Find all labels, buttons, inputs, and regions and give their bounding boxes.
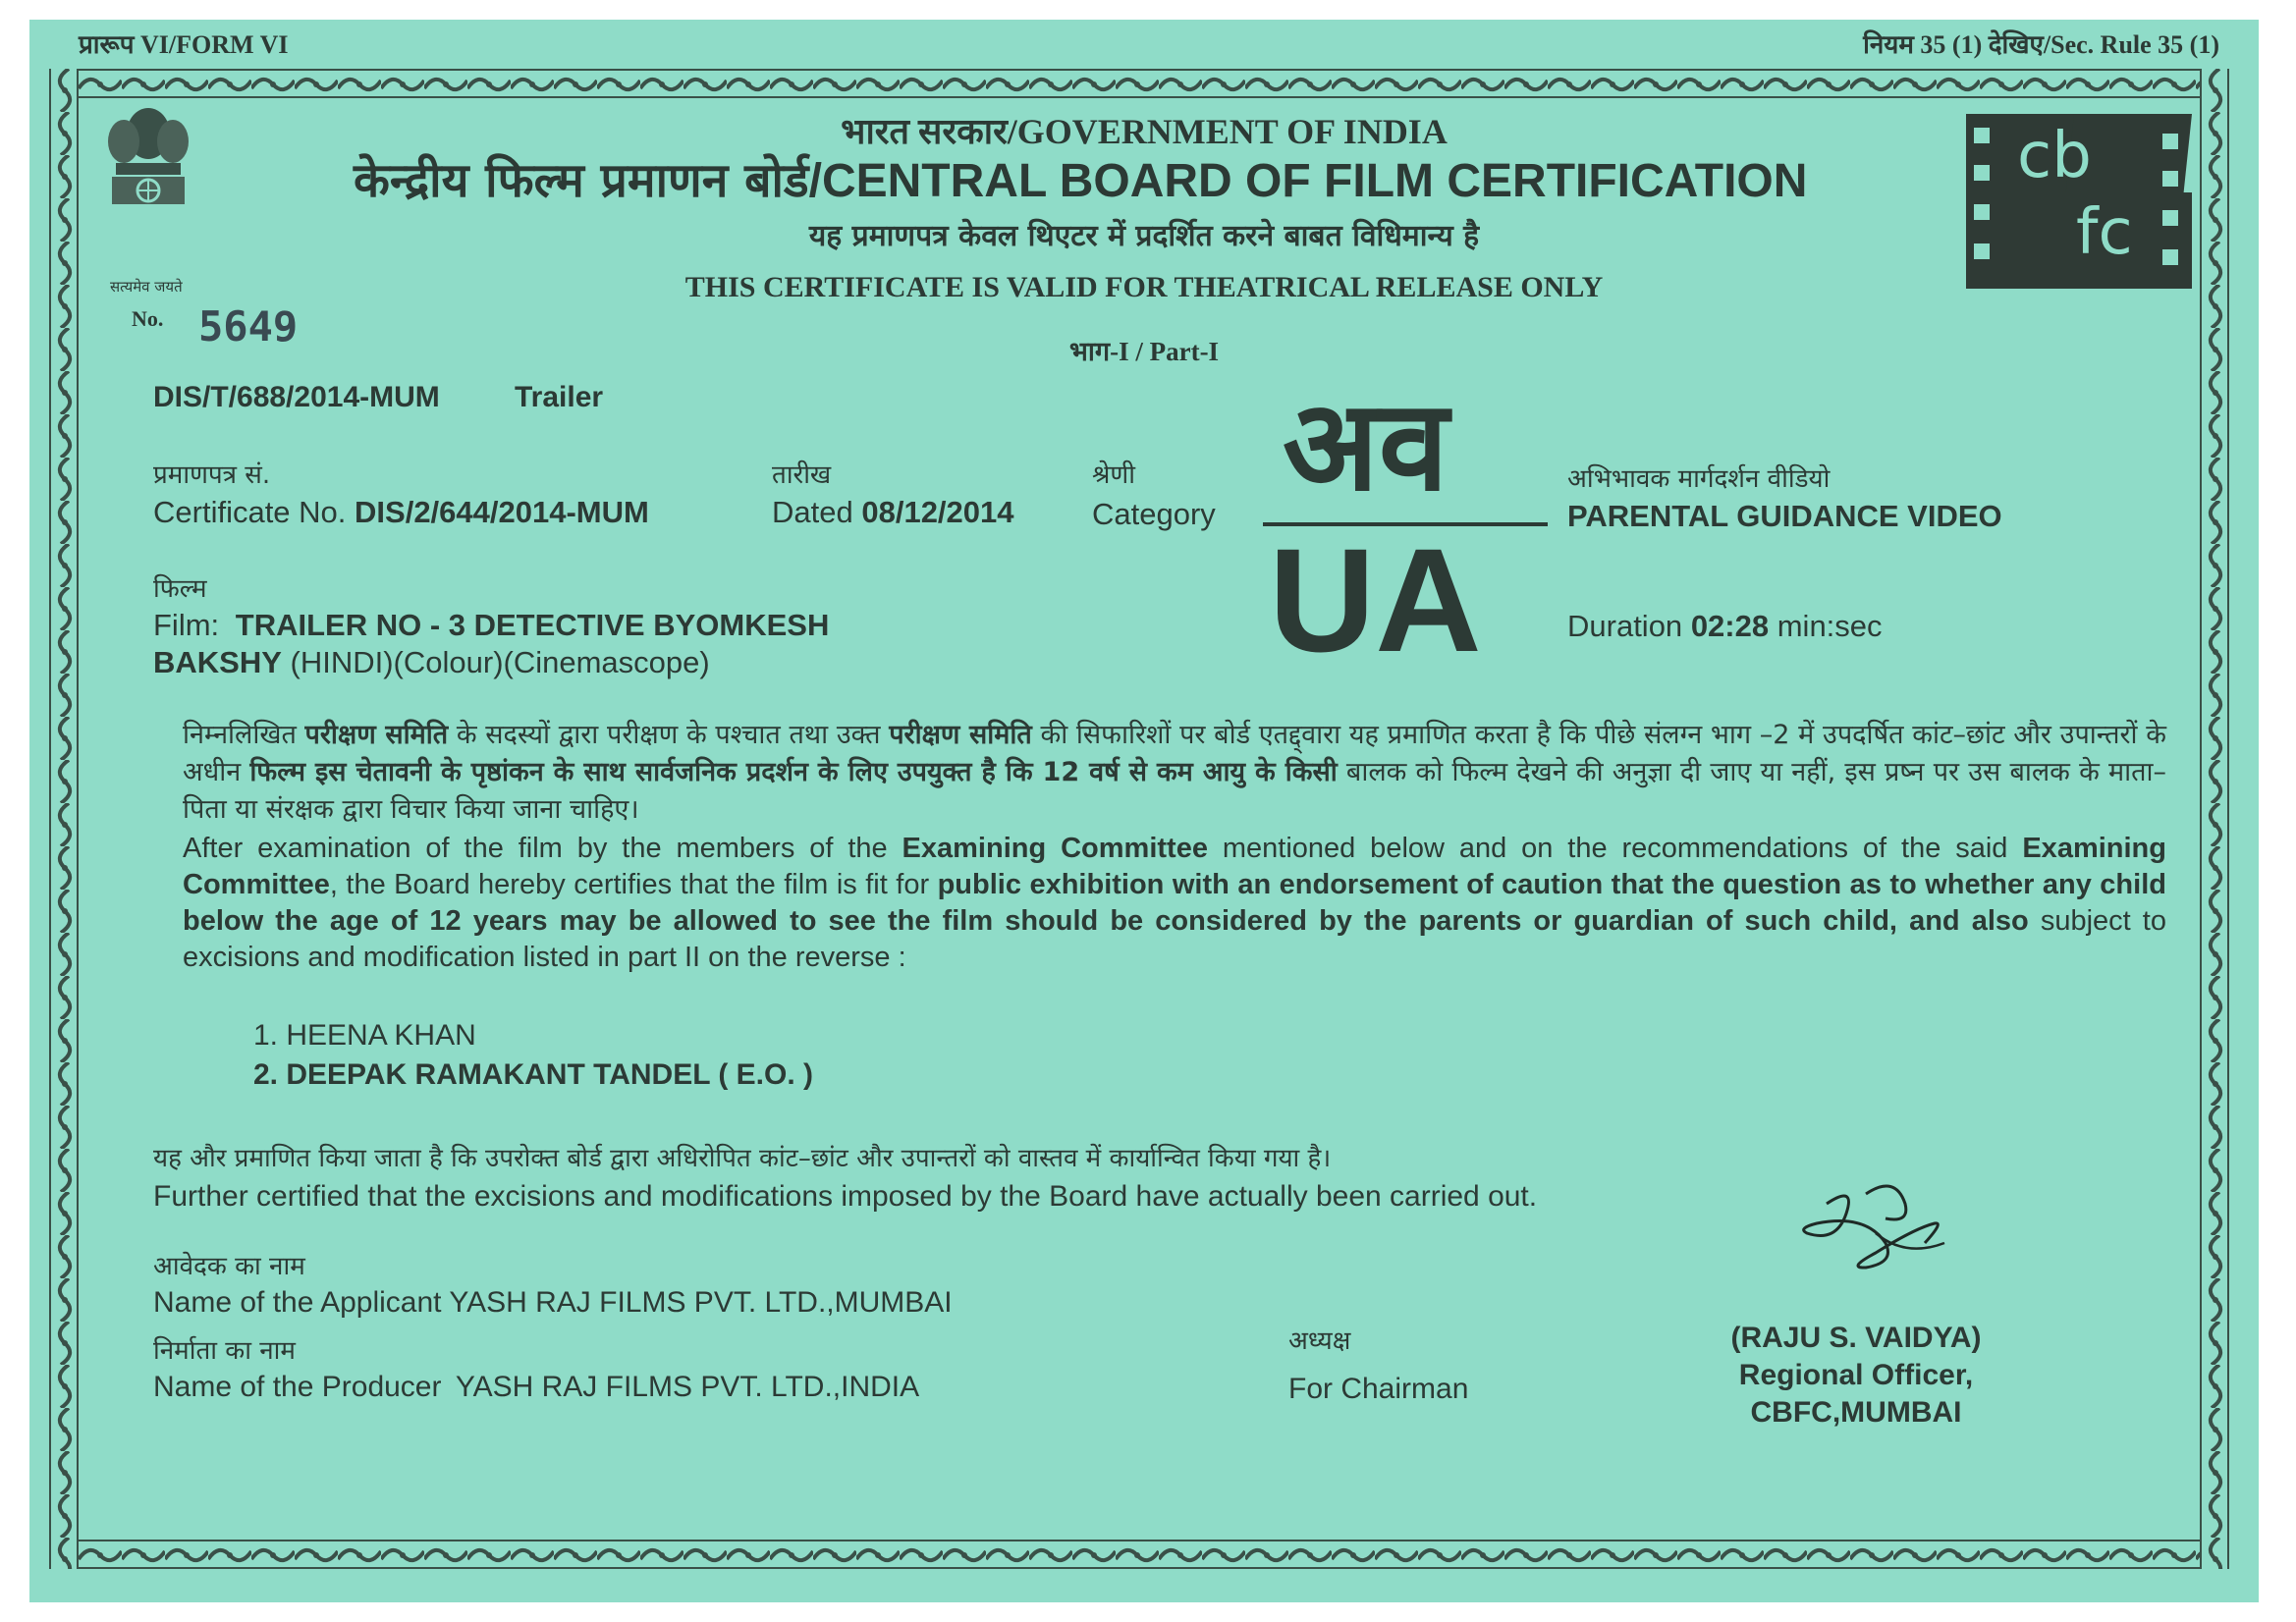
signature-icon: [1787, 1174, 1964, 1292]
board-title-english: /CENTRAL BOARD OF FILM CERTIFICATION: [808, 155, 1808, 207]
duration-value: 02:28: [1690, 609, 1770, 643]
certificate-no-label: Certificate No.: [153, 495, 347, 529]
certificate-date: [772, 495, 1014, 530]
applicant-value: YASH RAJ FILMS PVT. LTD.,MUMBAI: [449, 1286, 953, 1319]
validity-hindi: यह प्रमाणपत्र केवल थिएटर में प्रदर्शित करने बाबत विधिमान्य है: [808, 219, 1480, 253]
reference-code: DIS/T/688/2014-MUM: [153, 381, 440, 413]
body-hindi-2: परीक्षण समिति: [304, 720, 449, 750]
film-label: Film:: [153, 608, 220, 642]
film-title-line2-bold: BAKSHY: [153, 645, 282, 679]
duration: [1567, 609, 1883, 644]
applicant: [153, 1286, 953, 1320]
film-hindi: फिल्म: [153, 574, 207, 604]
body-hindi-4: परीक्षण समिति: [889, 720, 1032, 750]
further-english: Further certified that the excisions and modifications imposed by the Board have actually been carried out.: [153, 1180, 1538, 1213]
film-title-line2-rest: (HINDI)(Colour)(Cinemascope): [281, 645, 710, 679]
date-value: 08/12/2014: [861, 495, 1014, 529]
cbfc-logo: [1966, 114, 2192, 289]
cbfc-logo-bottom: fc: [2076, 196, 2133, 269]
officer-office: CBFC,MUMBAI: [1750, 1396, 1962, 1429]
officer-name: (RAJU S. VAIDYA): [1730, 1322, 1982, 1354]
body-hindi: [183, 717, 2166, 829]
serial-number: 5649: [198, 302, 299, 351]
certificate-no-value: DIS/2/644/2014-MUM: [355, 495, 649, 529]
body-hindi-7: बालक को फिल्म देखने की अनुज्ञा दी जाए या नहीं, इस प्रष्न पर उस बालक के माता–पिता या संरक्षक द्वारा विचार किया जाना चाहिए।: [183, 757, 2167, 825]
further-hindi: यह और प्रमाणित किया जाता है कि उपरोक्त बोर्ड द्वारा अधिरोपित कांट–छांट और उपान्तरों को वास्तव में कार्यान्वित किया गया है।: [153, 1144, 1332, 1173]
rating-hindi: अव: [1283, 373, 1449, 519]
film-title-line1: TRAILER NO - 3 DETECTIVE BYOMKESH: [235, 608, 830, 642]
duration-label: Duration: [1567, 609, 1683, 643]
serial-label: No.: [132, 306, 164, 331]
chairman-label: For Chairman: [1288, 1373, 1469, 1405]
chairman-hindi: अध्यक्ष: [1288, 1326, 1351, 1356]
certificate-sheet: [29, 20, 2259, 1602]
category-hindi: श्रेणी: [1092, 460, 1135, 490]
rating-english: UA: [1269, 517, 1482, 682]
rule-reference: नियम 35 (1) देखिए/Sec. Rule 35 (1): [1863, 30, 2219, 59]
producer-label: Name of the Producer: [153, 1371, 442, 1403]
validity-english: THIS CERTIFICATE IS VALID FOR THEATRICAL RELEASE ONLY: [684, 271, 1604, 303]
date-label: Dated: [772, 495, 853, 529]
certificate-no: [153, 495, 649, 530]
applicant-label: Name of the Applicant: [153, 1286, 442, 1319]
body-english-7: subject to excisions and modification listed in part II on the reverse :: [183, 905, 2166, 973]
applicant-hindi: आवेदक का नाम: [153, 1252, 305, 1281]
producer-value: YASH RAJ FILMS PVT. LTD.,INDIA: [455, 1371, 920, 1403]
date-hindi: तारीख: [772, 460, 832, 490]
form-number: प्रारूप VI/FORM VI: [79, 30, 289, 59]
bottom-border: [79, 1540, 2229, 1569]
body-english-5: , the Board hereby certifies that the film is fit for: [329, 869, 938, 900]
producer: [153, 1371, 919, 1404]
body-english-4: Examining Committee: [183, 833, 2166, 900]
reference-type: Trailer: [515, 381, 604, 413]
certificate-no-hindi: प्रमाणपत्र सं.: [153, 460, 271, 490]
part-label: भाग-I / Part-I: [1068, 337, 1220, 366]
board-title-hindi: केन्द्रीय फिल्म प्रमाणन बोर्ड: [354, 153, 809, 208]
board-title: [354, 147, 1807, 211]
film-title: [153, 607, 829, 681]
body-english-6: public exhibition with an endorsement of caution that the question as to whether any child below the age of 12 years may be allowed to see the film should be considered by the parents or guardian of such child, and also: [183, 869, 2166, 937]
guidance-english: PARENTAL GUIDANCE VIDEO: [1567, 499, 2002, 533]
officer-title: Regional Officer,: [1738, 1359, 1974, 1391]
body-hindi-5: की सिफारिशों पर बोर्ड एतद्द्वारा यह प्रमाणित करता है कि पीछे संलग्न भाग –2 में उपदर्षित कांट–छांट और उपान्तरों के अधीन: [183, 720, 2166, 787]
category-label: Category: [1092, 497, 1216, 531]
duration-unit: min:sec: [1777, 609, 1883, 643]
guidance-hindi: अभिभावक मार्गदर्शन वीडियो: [1567, 464, 1831, 494]
body-hindi-6: फिल्म इस चेतावनी के पृष्ठांकन के साथ सार्वजनिक प्रदर्शन के लिए उपयुक्त है कि 12 वर्ष से कम आयु के किसी: [249, 757, 1338, 787]
cbfc-logo-top: cb: [2017, 120, 2092, 192]
body-hindi-1: निम्नलिखित: [183, 720, 305, 750]
producer-hindi: निर्माता का नाम: [153, 1336, 296, 1366]
body-english-1: After examination of the film by the members of the: [183, 833, 902, 864]
member-1: 1. HEENA KHAN: [253, 1019, 476, 1052]
emblem-motto: सत्यमेव जयते: [110, 278, 183, 296]
member-2: 2. DEEPAK RAMAKANT TANDEL ( E.O. ): [253, 1058, 814, 1091]
body-english-3: mentioned below and on the recommendations of the said: [1207, 833, 2023, 864]
top-border: [79, 69, 2229, 98]
government-line: भारत सरकार/GOVERNMENT OF INDIA: [841, 112, 1448, 151]
body-english-2: Examining Committee: [902, 833, 1208, 864]
body-english: [183, 831, 2166, 976]
body-hindi-3: के सदस्यों द्वारा परीक्षण के पश्चात तथा उक्त: [448, 720, 890, 750]
